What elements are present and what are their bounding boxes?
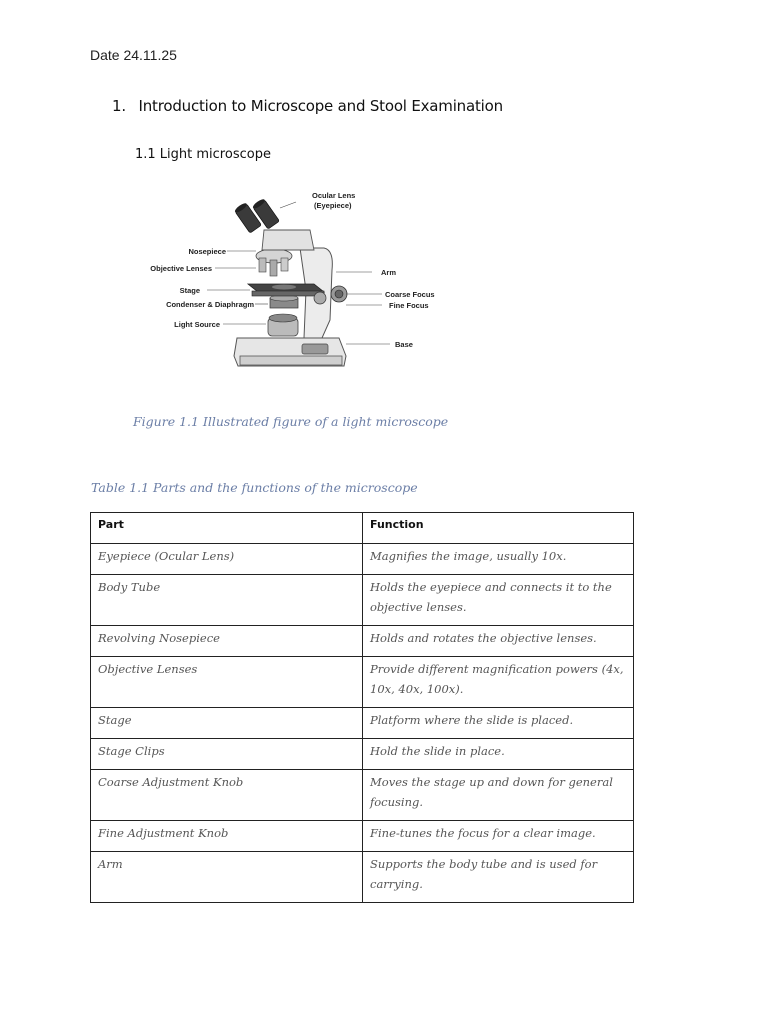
figure-caption: Figure 1.1 Illustrated figure of a light microscope	[133, 414, 449, 429]
table-header-row	[91, 513, 634, 544]
label-stage: Stage	[179, 286, 200, 295]
function-cell: Hold the slide in place.	[363, 739, 634, 770]
label-coarse-focus: Coarse Focus	[385, 290, 435, 299]
part-cell: Stage Clips	[91, 739, 363, 770]
table-row	[91, 626, 634, 657]
table-row	[91, 852, 634, 903]
subsection-heading: 1.1 Light microscope	[135, 147, 271, 162]
part-cell: Stage	[91, 708, 363, 739]
label-objective-lenses: Objective Lenses	[150, 264, 212, 273]
part-cell: Eyepiece (Ocular Lens)	[91, 544, 363, 575]
part-cell: Coarse Adjustment Knob	[91, 770, 363, 821]
document-date: Date 24.11.25	[90, 47, 177, 63]
table-row	[91, 544, 634, 575]
column-header-part: Part	[91, 513, 363, 544]
microscope-figure	[134, 170, 456, 402]
function-cell: Magnifies the image, usually 10x.	[363, 544, 634, 575]
function-cell: Holds and rotates the objective lenses.	[363, 626, 634, 657]
table-caption: Table 1.1 Parts and the functions of the microscope	[91, 480, 418, 495]
function-cell: Provide different magnification powers (4x, 10x, 40x, 100x).	[363, 657, 634, 708]
part-cell: Revolving Nosepiece	[91, 626, 363, 657]
label-eyepiece: (Eyepiece)	[314, 201, 352, 210]
label-condenser-diaphragm: Condenser & Diaphragm	[166, 300, 254, 309]
table-row	[91, 708, 634, 739]
section-title: Introduction to Microscope and Stool Examination	[138, 97, 503, 115]
label-arm: Arm	[381, 268, 397, 277]
table-row	[91, 739, 634, 770]
microscope-illustration	[134, 170, 456, 402]
part-cell: Body Tube	[91, 575, 363, 626]
table-row	[91, 575, 634, 626]
section-number: 1.	[112, 97, 126, 115]
function-cell: Supports the body tube and is used for carrying.	[363, 852, 634, 903]
parts-functions-table	[90, 512, 634, 903]
label-fine-focus: Fine Focus	[389, 301, 429, 310]
table-row	[91, 770, 634, 821]
table-row	[91, 821, 634, 852]
label-base: Base	[395, 340, 413, 349]
function-cell: Platform where the slide is placed.	[363, 708, 634, 739]
label-ocular-lens: Ocular Lens	[312, 191, 356, 200]
label-light-source: Light Source	[174, 320, 220, 329]
part-cell: Fine Adjustment Knob	[91, 821, 363, 852]
column-header-function: Function	[363, 513, 634, 544]
function-cell: Fine-tunes the focus for a clear image.	[363, 821, 634, 852]
table-row	[91, 657, 634, 708]
section-heading	[112, 97, 503, 115]
part-cell: Arm	[91, 852, 363, 903]
part-cell: Objective Lenses	[91, 657, 363, 708]
function-cell: Moves the stage up and down for general focusing.	[363, 770, 634, 821]
function-cell: Holds the eyepiece and connects it to the objective lenses.	[363, 575, 634, 626]
label-nosepiece: Nosepiece	[188, 247, 226, 256]
